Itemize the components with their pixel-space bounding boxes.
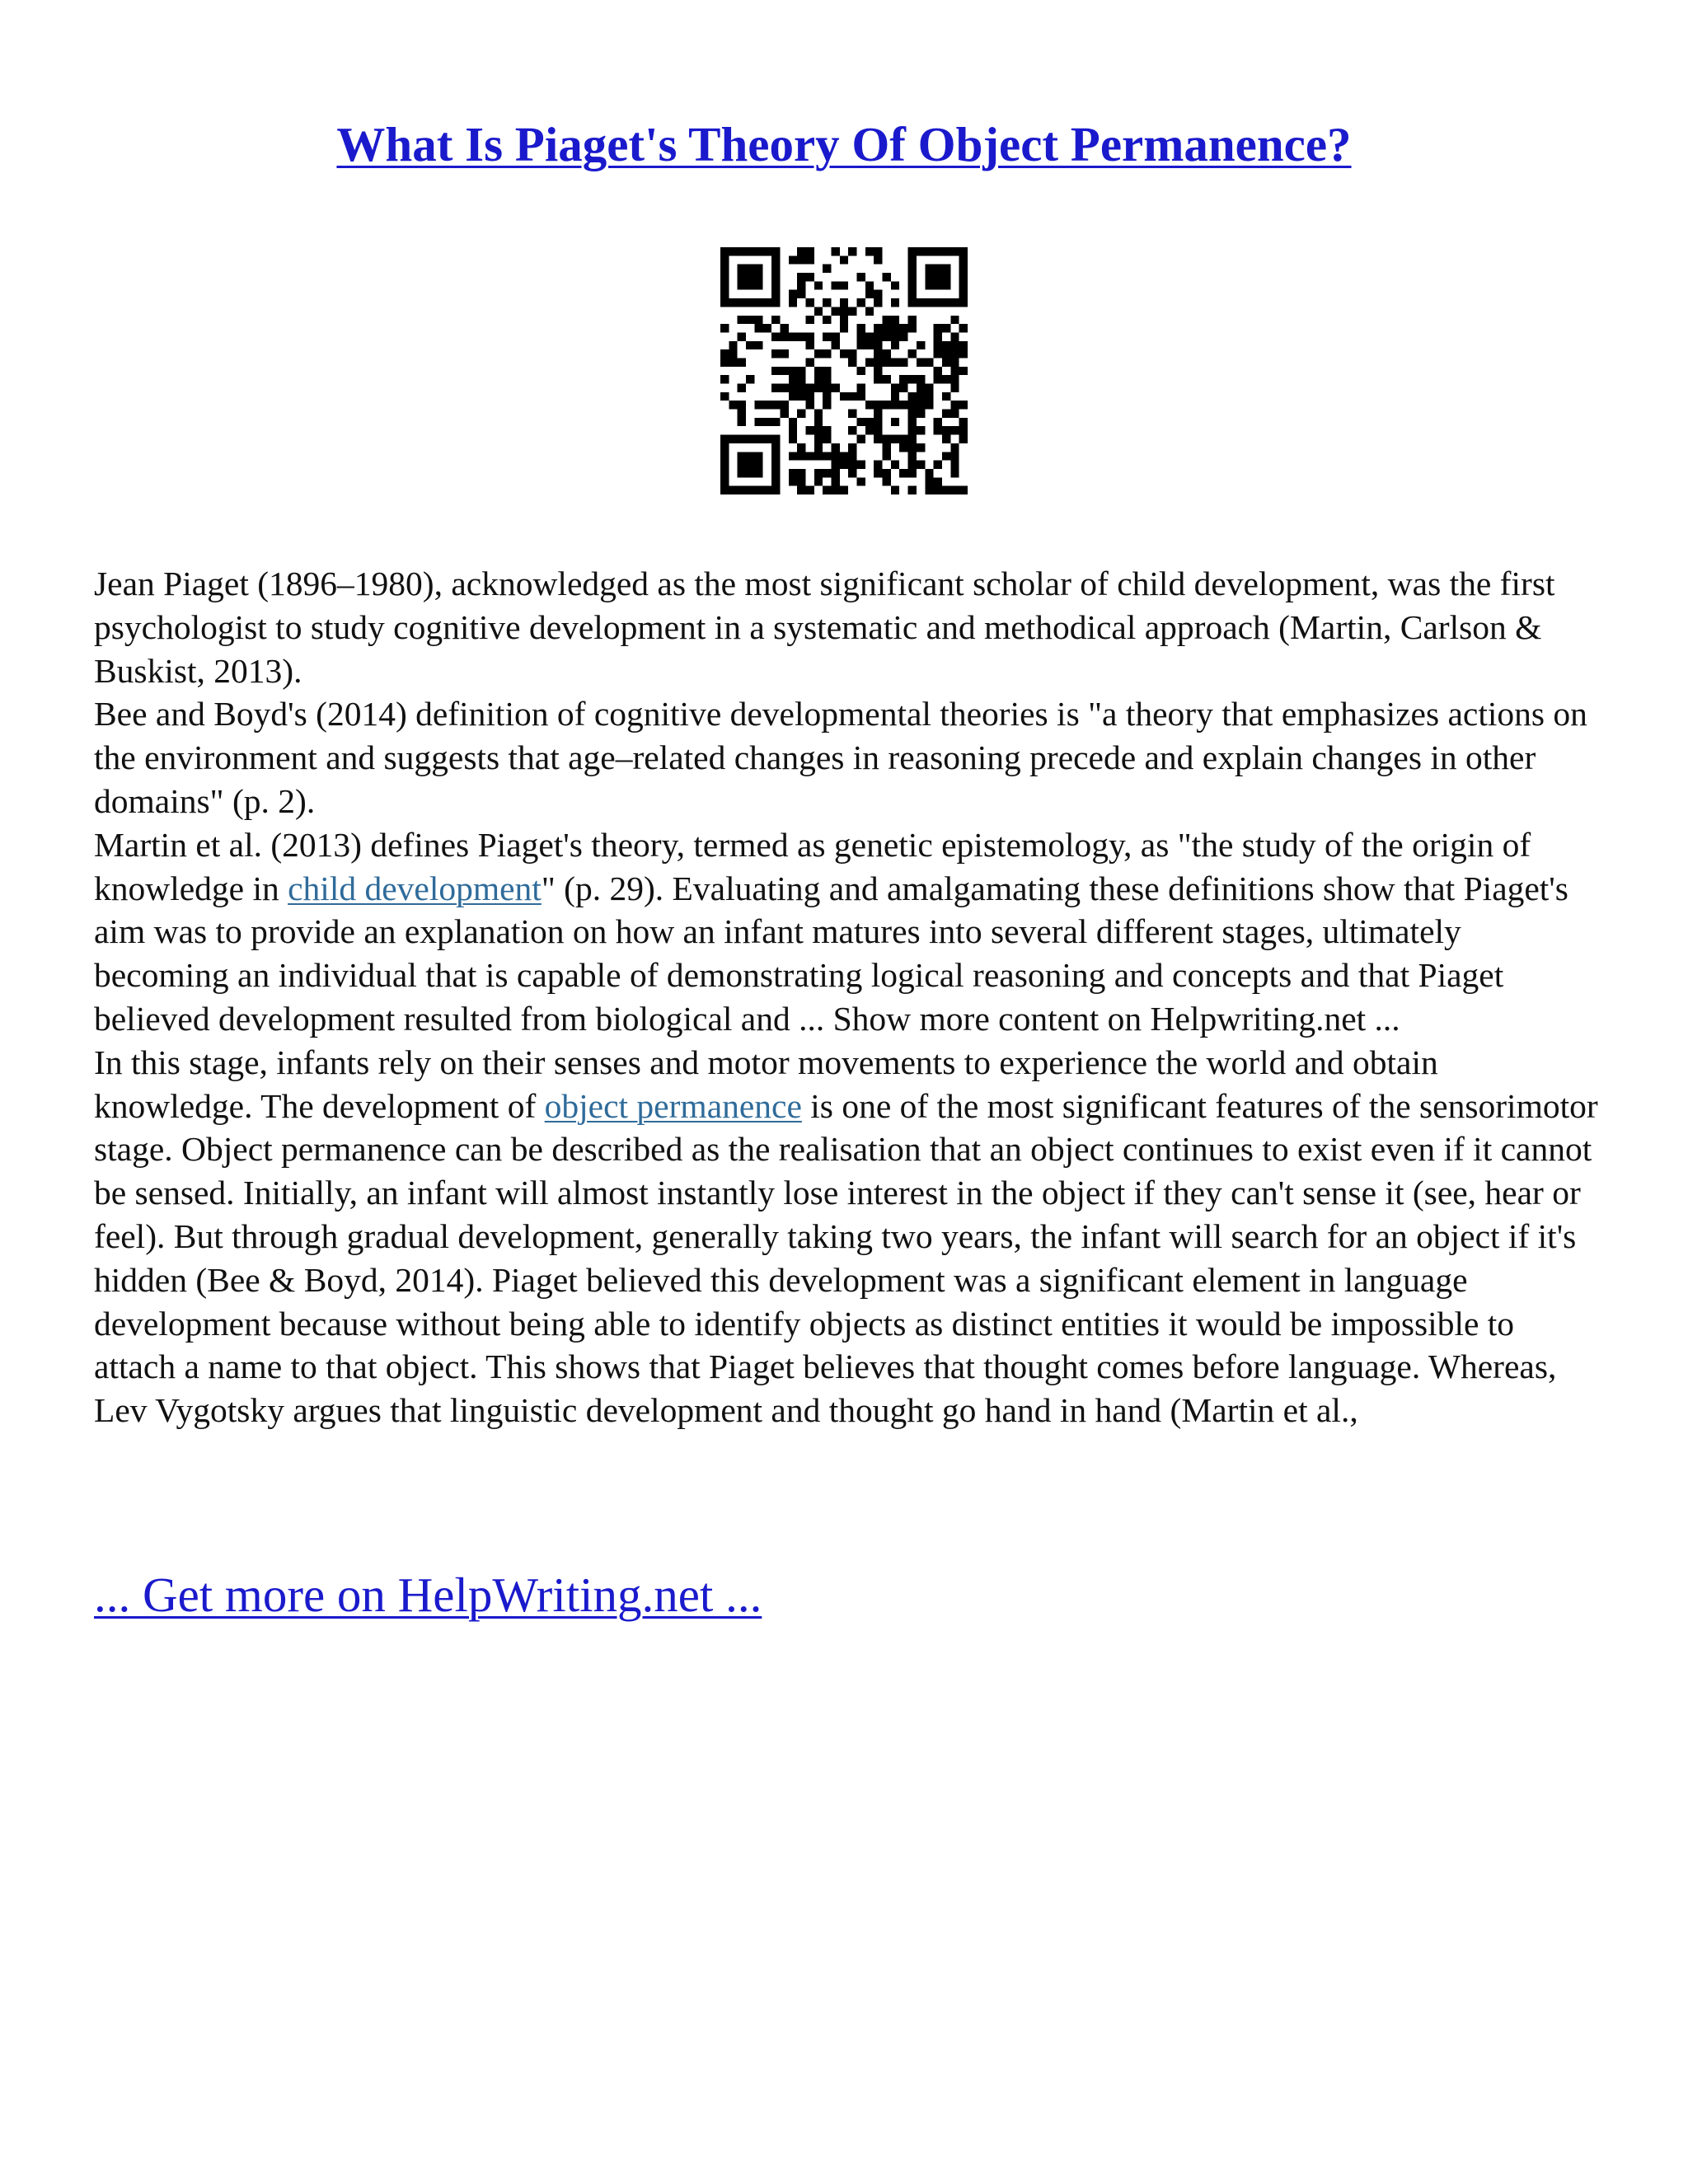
- title-link[interactable]: What Is Piaget's Theory Of Object Permanence?: [336, 117, 1352, 171]
- paragraph-intro: [94, 562, 1602, 692]
- qr-code-icon: [720, 247, 968, 494]
- paragraph-text: is one of the most significant features of the sensorimotor stage. Object permanence can be described as the realisation that an object continues to exist even if it cannot be sensed. Initially, an infant will almost instantly lose interest in the object if they can't sense it (see, hear or feel). But through gradual development, generally taking two years, the infant will search for an object if it's hidden (Bee & Boyd, 2014). Piaget believed this development was a significant element in language development because without being able to identify objects as distinct entities it would be impossible to attach a name to that object. This shows that Piaget believes that thought comes before language. Whereas, Lev Vygotsky argues that linguistic development and thought go hand in hand (Martin et al.,: [94, 1086, 1598, 1430]
- paragraph-definition: [94, 692, 1602, 823]
- paragraph-text: " (p. 29). Evaluating and amalgamating these definitions show that Piaget's aim was to provide an explanation on how an infant matures into several different stages, ultimately becoming an individual that is capable of demonstrating logical reasoning and concepts and that Piaget believed development resulted from biological and ... Show more content on Helpwriting.net ...: [94, 869, 1568, 1038]
- document-title: [0, 115, 1688, 173]
- get-more-link[interactable]: ... Get more on HelpWriting.net ...: [94, 1568, 762, 1622]
- paragraph-genetic-epistemology: [94, 823, 1602, 1041]
- object-permanence-link[interactable]: object permanence: [544, 1086, 802, 1125]
- paragraph-text: Martin et al. (2013) defines Piaget's theory, termed as genetic epistemology, as "the study of the origin of knowledge in: [94, 825, 1531, 907]
- paragraph-text: Bee and Boyd's (2014) definition of cognitive developmental theories is "a theory that emphasizes actions on the environment and suggests that age–related changes in reasoning precede and explain changes in other domains" (p. 2).: [94, 695, 1587, 820]
- more-content-paragraph: [94, 1566, 762, 1624]
- paragraph-sensorimotor: [94, 1041, 1602, 1432]
- article-body: [94, 562, 1602, 1432]
- paragraph-text: Jean Piaget (1896–1980), acknowledged as the most significant scholar of child development, was the first psychologist to study cognitive development in a systematic and methodical approach (Martin, Carlson & Buskist, 2013).: [94, 565, 1555, 690]
- child-development-link[interactable]: child development: [288, 869, 542, 907]
- paragraph-text: In this stage, infants rely on their senses and motor movements to experience the world and obtain knowledge. The development of: [94, 1043, 1438, 1125]
